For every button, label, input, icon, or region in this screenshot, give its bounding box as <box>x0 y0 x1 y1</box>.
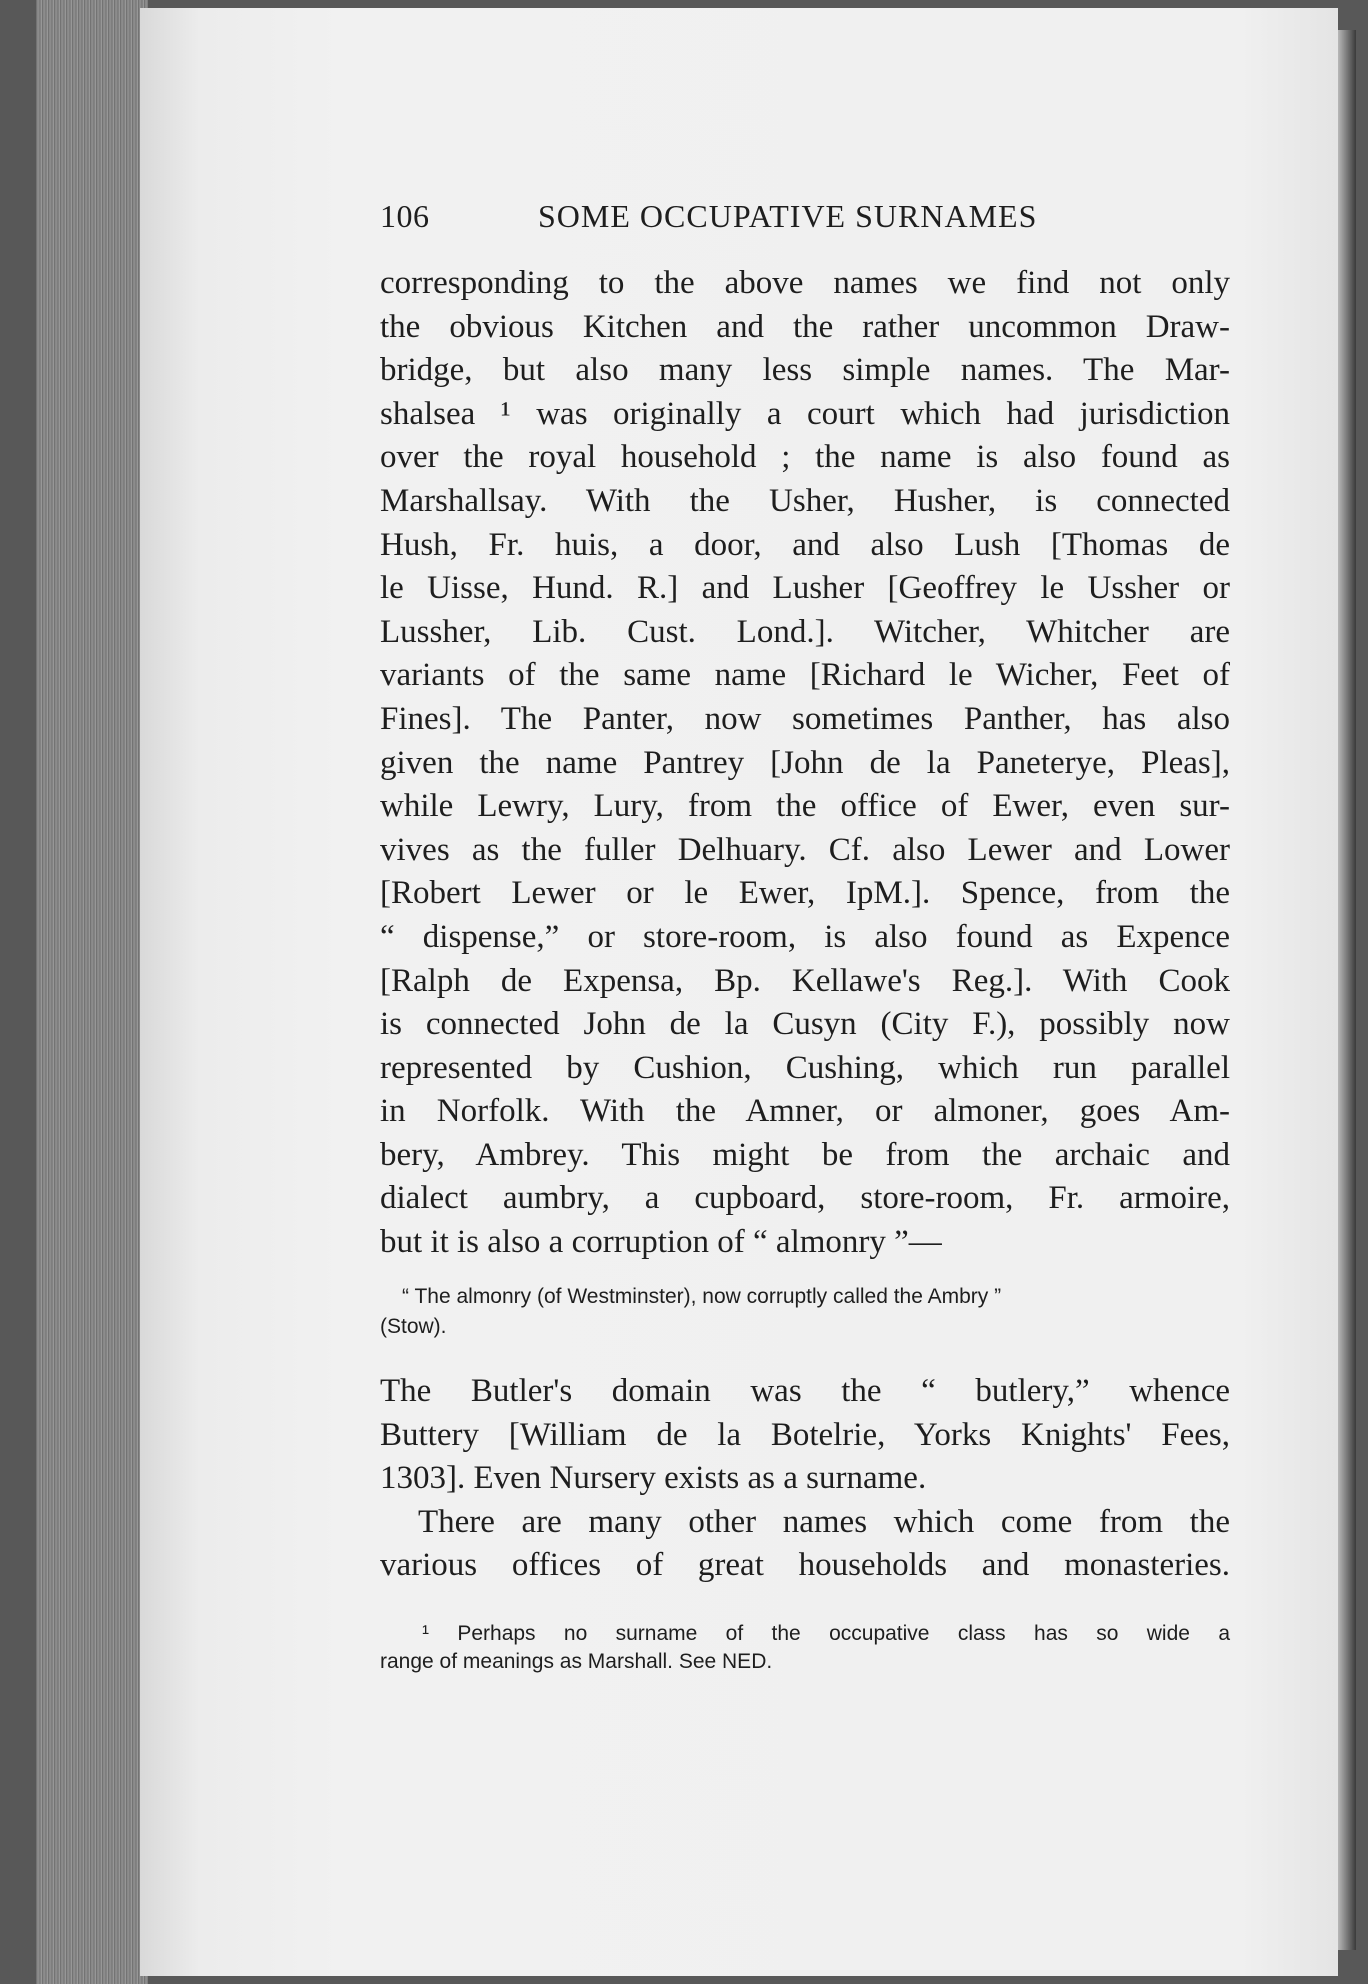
text-line: bery, Ambrey. This might be from the archaic and <box>380 1136 1230 1173</box>
text-line: various offices of great households and monasteries. <box>380 1547 1230 1584</box>
block-quote <box>380 1282 1230 1342</box>
text-line: The Butler's domain was the “ butlery,” whence <box>380 1373 1230 1409</box>
text-line: variants of the same name [Richard le Wicher, Feet of <box>380 657 1230 694</box>
text-line: Lussher, Lib. Cust. Lond.]. Witcher, Whitcher are <box>380 613 1230 650</box>
text-line: is connected John de la Cusyn (City F.), possibly now <box>380 1006 1230 1043</box>
text-line: while Lewry, Lury, from the office of Ewer, even sur- <box>380 788 1230 825</box>
text-line: “ dispense,” or store-room, is also found as Expence <box>380 918 1230 955</box>
text-line: Buttery [William de la Botelrie, Yorks Knights' Fees, <box>380 1416 1230 1453</box>
footnote-line: range of meanings as Marshall. See NED. <box>380 1650 773 1673</box>
text-line: shalsea ¹ was originally a court which had jurisdiction <box>380 395 1230 432</box>
body-text-continued <box>380 1370 1230 1588</box>
text-line: Fines]. The Panter, now sometimes Panther, has also <box>380 700 1230 737</box>
text-line: but it is also a corruption of “ almonry ”— <box>380 1224 942 1261</box>
text-line: [Ralph de Expensa, Bp. Kellawe's Reg.]. With Cook <box>380 962 1230 999</box>
text-line: the obvious Kitchen and the rather uncommon Draw- <box>380 308 1230 345</box>
page-number: 106 <box>380 198 430 234</box>
text-line: There are many other names which come from the <box>418 1503 1230 1540</box>
page-stack-edge <box>36 0 148 1984</box>
text-line: represented by Cushion, Cushing, which run parallel <box>380 1049 1230 1086</box>
text-line: [Robert Lewer or le Ewer, IpM.]. Spence, from the <box>380 875 1230 912</box>
quote-line: “ The almonry (of Westminster), now corruptly called the Ambry ” <box>402 1285 1002 1308</box>
text-line: Marshallsay. With the Usher, Husher, is connected <box>380 482 1230 519</box>
body-text <box>380 262 1230 1265</box>
footnote-line: ¹ Perhaps no surname of the occupative class has so wide a <box>422 1622 1230 1645</box>
text-line: in Norfolk. With the Amner, or almoner, goes Am- <box>380 1093 1230 1130</box>
text-line: over the royal household ; the name is also found as <box>380 439 1230 476</box>
text-line: vives as the fuller Delhuary. Cf. also Lewer and Lower <box>380 831 1230 868</box>
running-head <box>380 198 1230 238</box>
quote-line: (Stow). <box>380 1315 447 1338</box>
page-shadow <box>1338 30 1356 1950</box>
text-line: bridge, but also many less simple names. The Mar- <box>380 352 1230 389</box>
text-line: Hush, Fr. huis, a door, and also Lush [Thomas de <box>380 526 1230 563</box>
text-line: corresponding to the above names we find not only <box>380 265 1230 301</box>
running-title: SOME OCCUPATIVE SURNAMES <box>538 198 1038 234</box>
footnote <box>380 1620 1230 1676</box>
text-line: 1303]. Even Nursery exists as a surname. <box>380 1460 927 1497</box>
text-line: dialect aumbry, a cupboard, store-room, Fr. armoire, <box>380 1180 1230 1217</box>
text-line: le Uisse, Hund. R.] and Lusher [Geoffrey le Ussher or <box>380 570 1230 607</box>
text-line: given the name Pantrey [John de la Paneterye, Pleas], <box>380 744 1230 781</box>
